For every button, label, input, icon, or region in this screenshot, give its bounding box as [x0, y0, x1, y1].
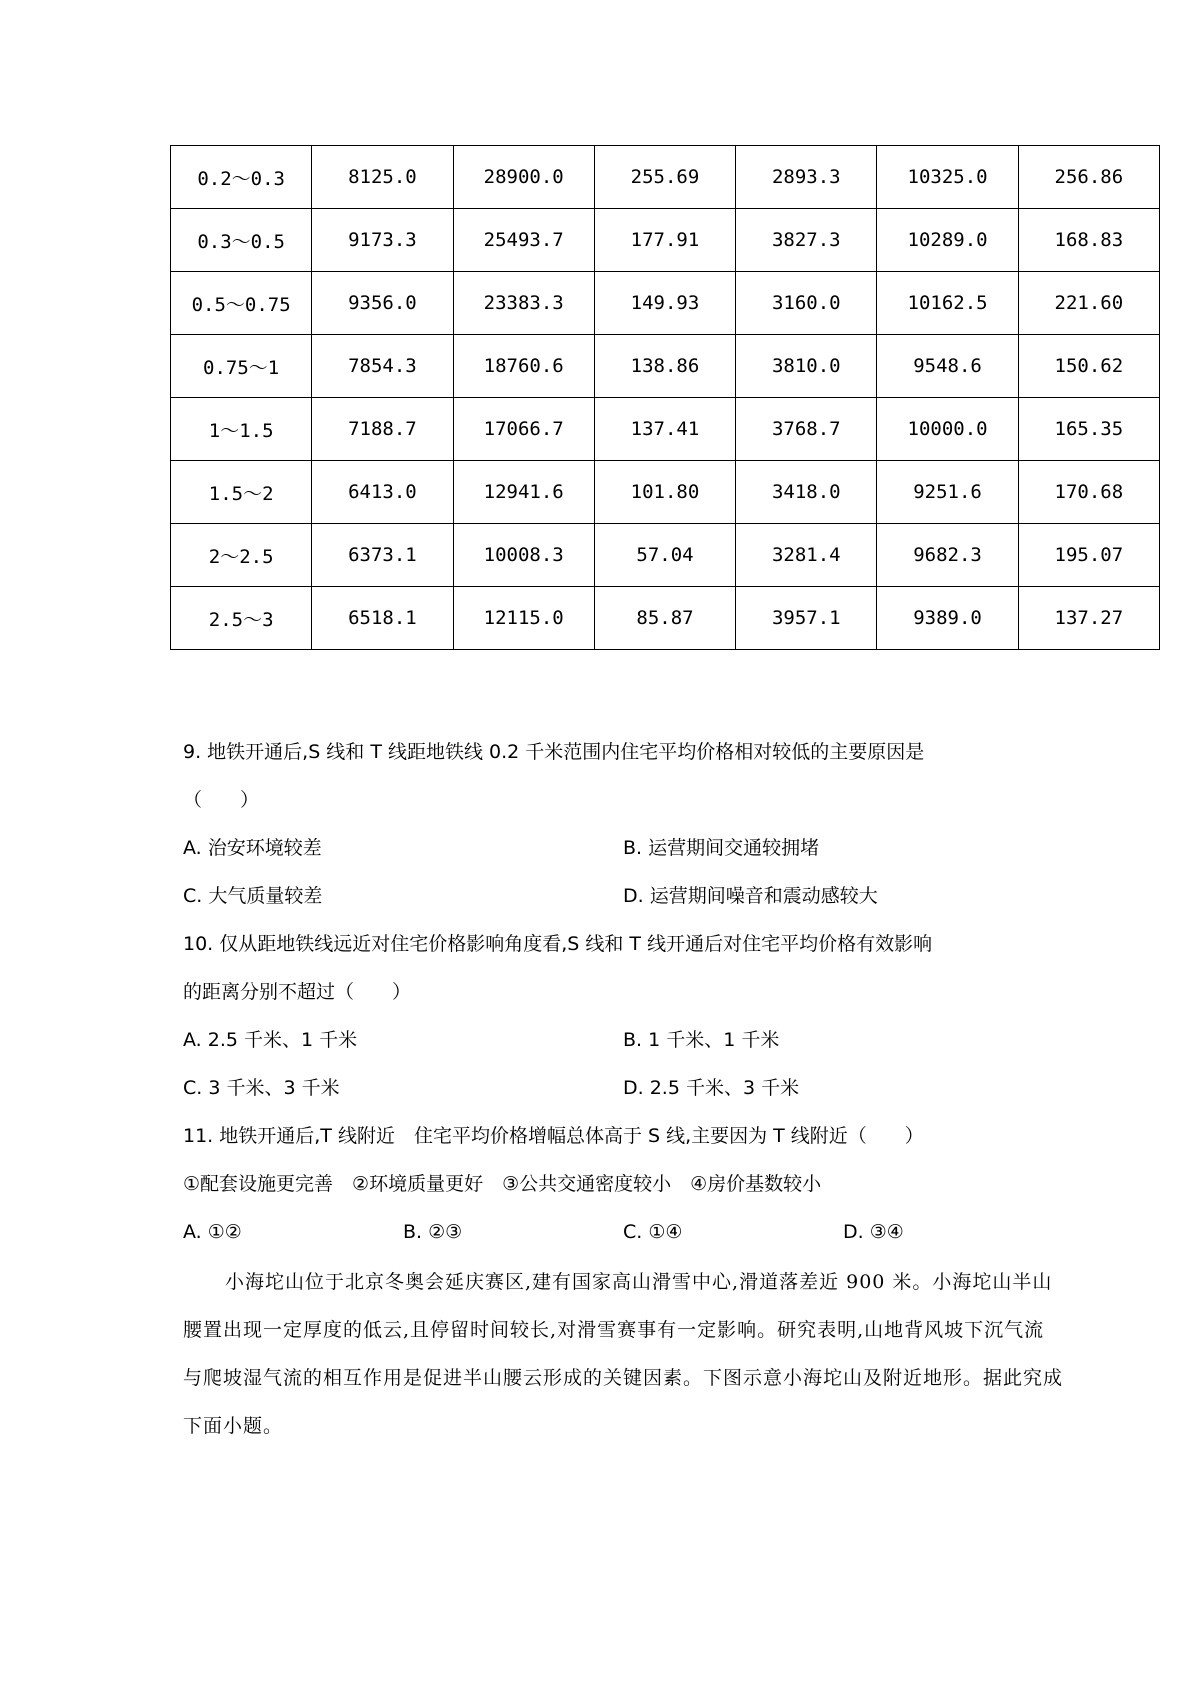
table-row [171, 272, 1160, 335]
question-11-stem-line-2: ①配套设施更完善 ②环境质量更好 ③公共交通密度较小 ④房价基数较小 [183, 1173, 822, 1195]
table-cell: 1～1.5 [171, 398, 312, 461]
table-cell: 3160.0 [736, 272, 877, 335]
table-row [171, 209, 1160, 272]
question-9-stem-line-2: （ ） [183, 789, 260, 811]
table-cell: 256.86 [1018, 146, 1159, 209]
table-cell: 12941.6 [453, 461, 594, 524]
table-cell: 85.87 [594, 587, 735, 650]
table-cell: 9356.0 [312, 272, 453, 335]
table-cell: 8125.0 [312, 146, 453, 209]
table-row [171, 524, 1160, 587]
question-10-option-d: D. 2.5 千米、3 千米 [623, 1077, 800, 1099]
table-cell: 10162.5 [877, 272, 1018, 335]
table-cell: 101.80 [594, 461, 735, 524]
table-cell: 3418.0 [736, 461, 877, 524]
table-cell: 23383.3 [453, 272, 594, 335]
table-cell: 10008.3 [453, 524, 594, 587]
table-cell: 3768.7 [736, 398, 877, 461]
table-cell: 138.86 [594, 335, 735, 398]
table-cell: 57.04 [594, 524, 735, 587]
passage-paragraph: 小海坨山位于北京冬奥会延庆赛区,建有国家高山滑雪中心,滑道落差近 900 米。小海坨山半山腰置出现一定厚度的低云,且停留时间较长,对滑雪赛事有一定影响。研究表明,山地背风坡下沉气流与爬坡湿气流的相互作用是促进半山腰云形成的关键因素。下图示意小海坨山及附近地形。据此究成下面小题。 [183, 1271, 1064, 1437]
table-cell: 9548.6 [877, 335, 1018, 398]
question-10-options-row-1 [183, 1016, 1063, 1064]
table-cell: 6518.1 [312, 587, 453, 650]
question-11-option-d: D. ③④ [843, 1221, 904, 1243]
table-cell: 17066.7 [453, 398, 594, 461]
table-cell: 9682.3 [877, 524, 1018, 587]
table-cell: 3810.0 [736, 335, 877, 398]
table-cell: 9173.3 [312, 209, 453, 272]
question-9-stem-line-1: 9. 地铁开通后,S 线和 T 线距地铁线 0.2 千米范围内住宅平均价格相对较低的主要原因是 [183, 741, 925, 763]
table-cell: 0.5～0.75 [171, 272, 312, 335]
table-cell: 9389.0 [877, 587, 1018, 650]
question-11-option-c: C. ①④ [623, 1221, 683, 1243]
table-cell: 137.27 [1018, 587, 1159, 650]
table-cell: 10325.0 [877, 146, 1018, 209]
table-cell: 255.69 [594, 146, 735, 209]
table-cell: 6413.0 [312, 461, 453, 524]
question-10-options-row-2 [183, 1064, 1063, 1112]
table-body [171, 146, 1160, 650]
table-cell: 0.3～0.5 [171, 209, 312, 272]
table-cell: 137.41 [594, 398, 735, 461]
table-cell: 177.91 [594, 209, 735, 272]
table-cell: 3827.3 [736, 209, 877, 272]
data-table [170, 145, 1160, 650]
question-10-option-b: B. 1 千米、1 千米 [623, 1029, 780, 1051]
table-cell: 6373.1 [312, 524, 453, 587]
table-cell: 7854.3 [312, 335, 453, 398]
table-cell: 0.75～1 [171, 335, 312, 398]
question-9-options-row-2 [183, 872, 1063, 920]
question-10-stem-line-1: 10. 仅从距地铁线远近对住宅价格影响角度看,S 线和 T 线开通后对住宅平均价格有效影响 [183, 933, 933, 955]
question-10-option-a: A. 2.5 千米、1 千米 [183, 1029, 358, 1051]
table-cell: 12115.0 [453, 587, 594, 650]
table-cell: 28900.0 [453, 146, 594, 209]
table-cell: 2～2.5 [171, 524, 312, 587]
question-11-option-a: A. ①② [183, 1221, 242, 1243]
question-11-options-row [183, 1208, 1063, 1256]
table-cell: 221.60 [1018, 272, 1159, 335]
question-9-option-a: A. 治安环境较差 [183, 837, 322, 859]
table-row [171, 335, 1160, 398]
table-cell: 1.5～2 [171, 461, 312, 524]
table-cell: 170.68 [1018, 461, 1159, 524]
table-row [171, 461, 1160, 524]
table-cell: 9251.6 [877, 461, 1018, 524]
table-cell: 2.5～3 [171, 587, 312, 650]
table-cell: 3957.1 [736, 587, 877, 650]
table-cell: 195.07 [1018, 524, 1159, 587]
table-cell: 150.62 [1018, 335, 1159, 398]
table-cell: 10289.0 [877, 209, 1018, 272]
question-11-option-b: B. ②③ [403, 1221, 463, 1243]
question-9-option-c: C. 大气质量较差 [183, 885, 323, 907]
question-10-option-c: C. 3 千米、3 千米 [183, 1077, 340, 1099]
table-cell: 3281.4 [736, 524, 877, 587]
table-cell: 168.83 [1018, 209, 1159, 272]
question-9-option-b: B. 运营期间交通较拥堵 [623, 837, 820, 859]
question-11-stem-line-1: 11. 地铁开通后,T 线附近 住宅平均价格增幅总体高于 S 线,主要因为 T 线附近（ ） [183, 1125, 924, 1147]
table-cell: 165.35 [1018, 398, 1159, 461]
table-row [171, 398, 1160, 461]
question-10-stem-line-2: 的距离分别不超过（ ） [183, 981, 412, 1003]
table-cell: 2893.3 [736, 146, 877, 209]
table-row [171, 146, 1160, 209]
table-cell: 7188.7 [312, 398, 453, 461]
table-cell: 18760.6 [453, 335, 594, 398]
table-cell: 10000.0 [877, 398, 1018, 461]
question-9-option-d: D. 运营期间噪音和震动感较大 [623, 885, 878, 907]
table-cell: 0.2～0.3 [171, 146, 312, 209]
table-row [171, 587, 1160, 650]
questions-section [183, 728, 1063, 1450]
table-cell: 25493.7 [453, 209, 594, 272]
question-9-options-row-1 [183, 824, 1063, 872]
table-cell: 149.93 [594, 272, 735, 335]
